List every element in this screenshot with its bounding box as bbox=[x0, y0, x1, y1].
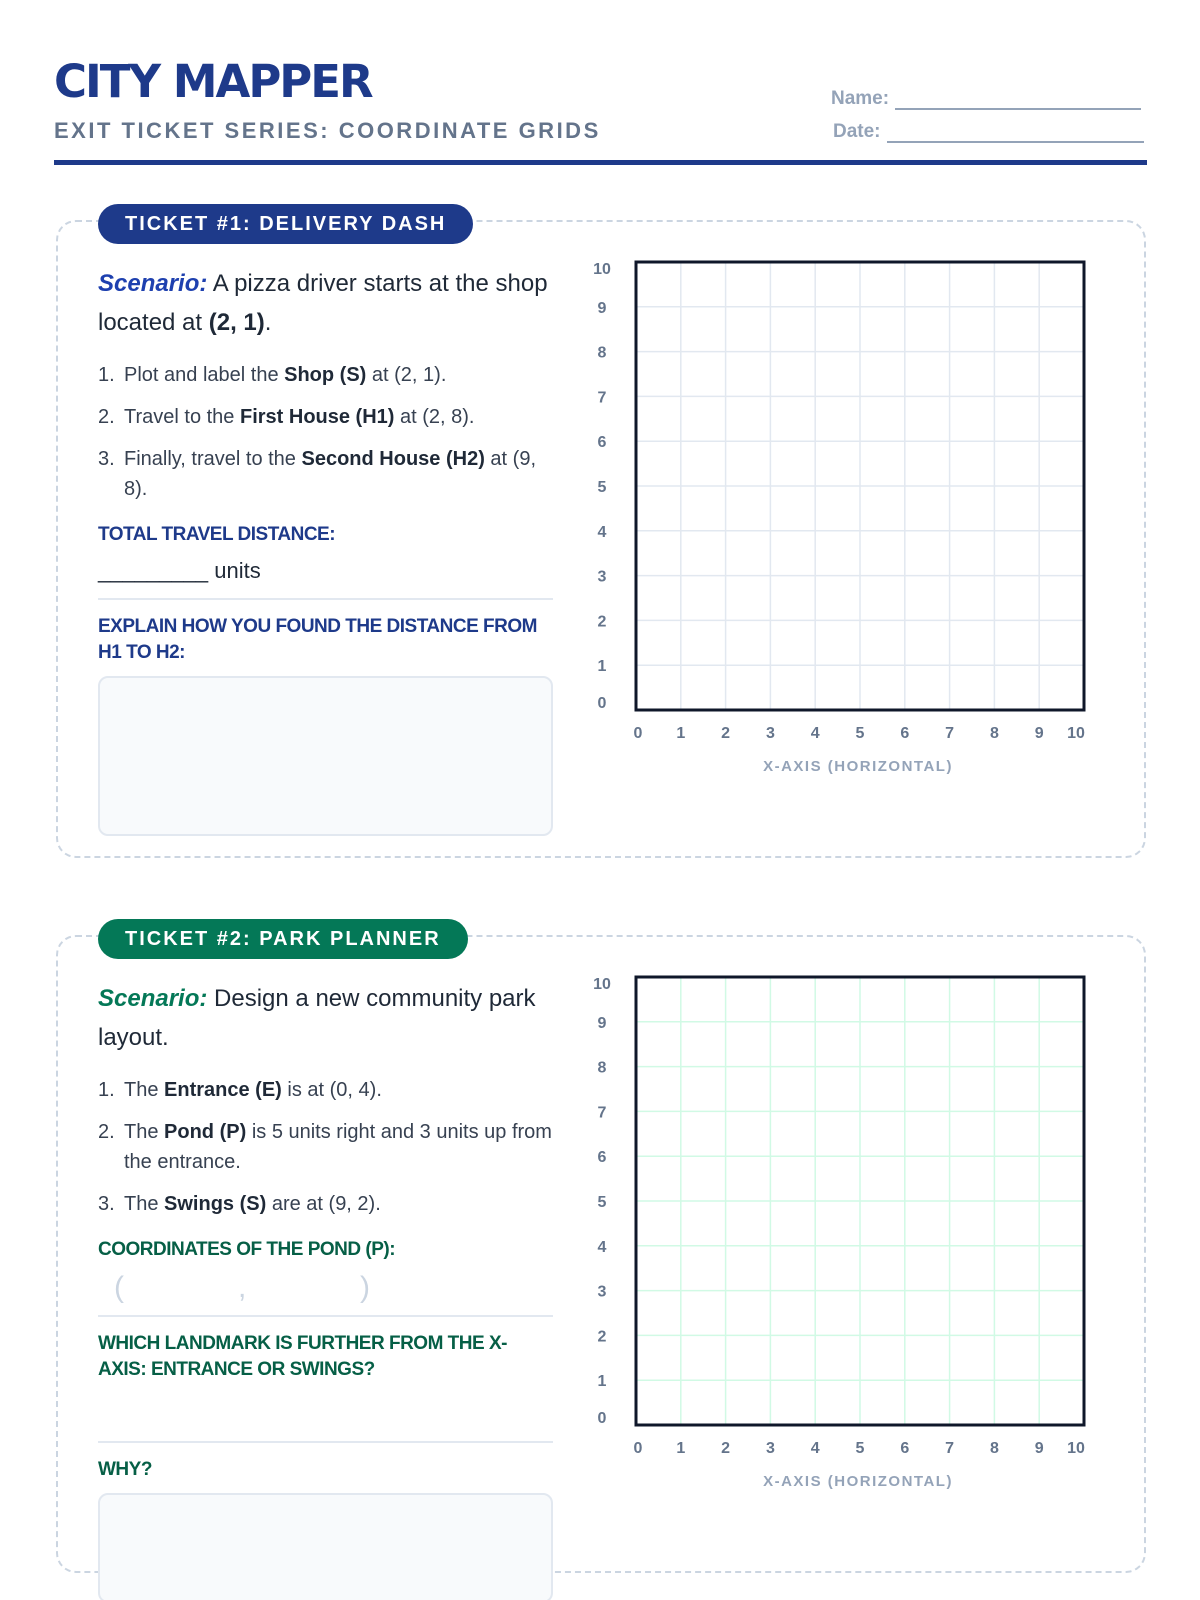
ticket-1-scenario bbox=[98, 264, 553, 342]
x-tick-label: 3 bbox=[765, 1440, 775, 1457]
x-tick-label: 5 bbox=[855, 725, 865, 742]
y-tick-label: 5 bbox=[597, 479, 607, 496]
header-divider bbox=[54, 160, 1147, 165]
ticket-1-badge: TICKET #1: DELIVERY DASH bbox=[98, 204, 473, 244]
page-header bbox=[54, 55, 1147, 170]
grid-svg bbox=[578, 963, 1098, 1473]
ticket-1-steps bbox=[98, 360, 553, 504]
y-tick-label: 1 bbox=[597, 658, 607, 676]
y-tick-label: 1 bbox=[597, 1373, 607, 1391]
step-item: 3. Finally, travel to the Second House (H2) at (9, 8). bbox=[98, 448, 536, 500]
y-tick-label: 10 bbox=[593, 261, 611, 278]
x-tick-label: 0 bbox=[633, 725, 643, 742]
x-tick-label: 1 bbox=[676, 725, 686, 742]
x-tick-label: 10 bbox=[1067, 725, 1085, 742]
pond-coordinates-answer[interactable] bbox=[98, 1271, 553, 1315]
x-tick-label: 8 bbox=[989, 1440, 999, 1457]
x-axis-label: X-AXIS (HORIZONTAL) bbox=[763, 1473, 953, 1490]
y-tick-label: 4 bbox=[597, 1238, 607, 1256]
divider bbox=[98, 598, 553, 600]
x-tick-label: 2 bbox=[721, 1440, 731, 1457]
ticket-2 bbox=[56, 928, 1146, 1573]
x-tick-label: 7 bbox=[945, 1440, 955, 1457]
ticket-1-text bbox=[98, 264, 553, 836]
x-tick-label: 9 bbox=[1034, 725, 1044, 742]
divider bbox=[98, 1315, 553, 1317]
x-tick-label: 4 bbox=[810, 1440, 820, 1457]
y-tick-label: 7 bbox=[597, 389, 607, 407]
why-answer-box[interactable] bbox=[98, 1493, 553, 1600]
y-tick-label: 3 bbox=[597, 568, 607, 586]
y-tick-label: 8 bbox=[597, 344, 607, 362]
scenario-label: Scenario: bbox=[98, 985, 208, 1012]
y-tick-label: 3 bbox=[597, 1283, 607, 1301]
y-tick-label: 9 bbox=[597, 1014, 607, 1032]
page-subtitle: EXIT TICKET SERIES: COORDINATE GRIDS bbox=[54, 118, 601, 143]
ticket-1-coordinate-grid bbox=[578, 248, 1098, 775]
x-tick-label: 4 bbox=[810, 725, 820, 742]
step-item: 1. The Entrance (E) is at (0, 4). bbox=[98, 1079, 382, 1101]
x-axis-label: X-AXIS (HORIZONTAL) bbox=[763, 758, 953, 775]
scenario-text: Design a new community park layout. bbox=[98, 985, 536, 1051]
x-tick-label: 6 bbox=[900, 1440, 910, 1457]
name-line[interactable] bbox=[895, 90, 1141, 110]
distance-answer[interactable] bbox=[98, 558, 553, 584]
y-tick-label: 9 bbox=[597, 299, 607, 317]
date-label: Date: bbox=[833, 121, 881, 142]
x-tick-label: 0 bbox=[633, 1440, 643, 1457]
x-tick-label: 5 bbox=[855, 1440, 865, 1457]
scenario-coordinate: (2, 1) bbox=[208, 309, 265, 336]
step-item: 2. Travel to the First House (H1) at (2, 8). bbox=[98, 406, 475, 428]
why-question: WHY? bbox=[98, 1459, 152, 1480]
y-tick-label: 0 bbox=[597, 1410, 607, 1427]
coord-open-paren: ( bbox=[114, 1271, 124, 1304]
step-item: 1. Plot and label the Shop (S) at (2, 1). bbox=[98, 364, 447, 386]
x-tick-label: 10 bbox=[1067, 1440, 1085, 1457]
ticket-2-scenario bbox=[98, 979, 553, 1057]
landmark-answer-space[interactable] bbox=[98, 1383, 553, 1441]
y-tick-label: 2 bbox=[597, 1328, 607, 1346]
x-tick-label: 2 bbox=[721, 725, 731, 742]
step-item: 3. The Swings (S) are at (9, 2). bbox=[98, 1193, 381, 1215]
grid-svg bbox=[578, 248, 1098, 758]
y-tick-label: 4 bbox=[597, 523, 607, 541]
ticket-1 bbox=[56, 213, 1146, 858]
x-tick-label: 1 bbox=[676, 1440, 686, 1457]
x-tick-label: 3 bbox=[765, 725, 775, 742]
scenario-end: . bbox=[264, 309, 272, 336]
page-title: CITY MAPPER bbox=[54, 55, 372, 108]
x-tick-label: 7 bbox=[945, 725, 955, 742]
y-tick-label: 6 bbox=[597, 434, 607, 452]
distance-blank[interactable]: _________ bbox=[98, 558, 209, 583]
y-tick-label: 7 bbox=[597, 1104, 607, 1122]
y-tick-label: 8 bbox=[597, 1059, 607, 1077]
landmark-question: WHICH LANDMARK IS FURTHER FROM THE X-AXIS: ENTRANCE OR SWINGS? bbox=[98, 1333, 507, 1380]
y-tick-label: 5 bbox=[597, 1194, 607, 1211]
explain-answer-box[interactable] bbox=[98, 676, 553, 836]
x-tick-label: 9 bbox=[1034, 1440, 1044, 1457]
x-tick-label: 8 bbox=[989, 725, 999, 742]
x-tick-label: 6 bbox=[900, 725, 910, 742]
ticket-2-steps bbox=[98, 1075, 553, 1219]
scenario-label: Scenario: bbox=[98, 270, 208, 297]
y-tick-label: 10 bbox=[593, 976, 611, 993]
y-tick-label: 0 bbox=[597, 695, 607, 712]
name-label: Name: bbox=[831, 88, 890, 109]
y-tick-label: 2 bbox=[597, 613, 607, 631]
ticket-2-badge: TICKET #2: PARK PLANNER bbox=[98, 919, 468, 959]
y-tick-label: 6 bbox=[597, 1149, 607, 1167]
pond-coordinates-question: COORDINATES OF THE POND (P): bbox=[98, 1239, 396, 1260]
date-line[interactable] bbox=[887, 123, 1144, 143]
ticket-2-coordinate-grid bbox=[578, 963, 1098, 1490]
ticket-2-text bbox=[98, 979, 553, 1600]
coord-comma: , bbox=[238, 1271, 247, 1304]
explain-question: EXPLAIN HOW YOU FOUND THE DISTANCE FROM H1 TO H2: bbox=[98, 616, 537, 663]
coord-close-paren: ) bbox=[360, 1271, 370, 1304]
date-field[interactable] bbox=[833, 121, 1147, 143]
divider bbox=[98, 1441, 553, 1443]
step-item: 2. The Pond (P) is 5 units right and 3 units up from the entrance. bbox=[98, 1121, 552, 1173]
name-field[interactable] bbox=[831, 88, 1147, 110]
distance-question: TOTAL TRAVEL DISTANCE: bbox=[98, 524, 336, 545]
distance-units: units bbox=[214, 558, 261, 583]
scenario-text: A pizza driver starts at the shop located at bbox=[98, 270, 548, 336]
